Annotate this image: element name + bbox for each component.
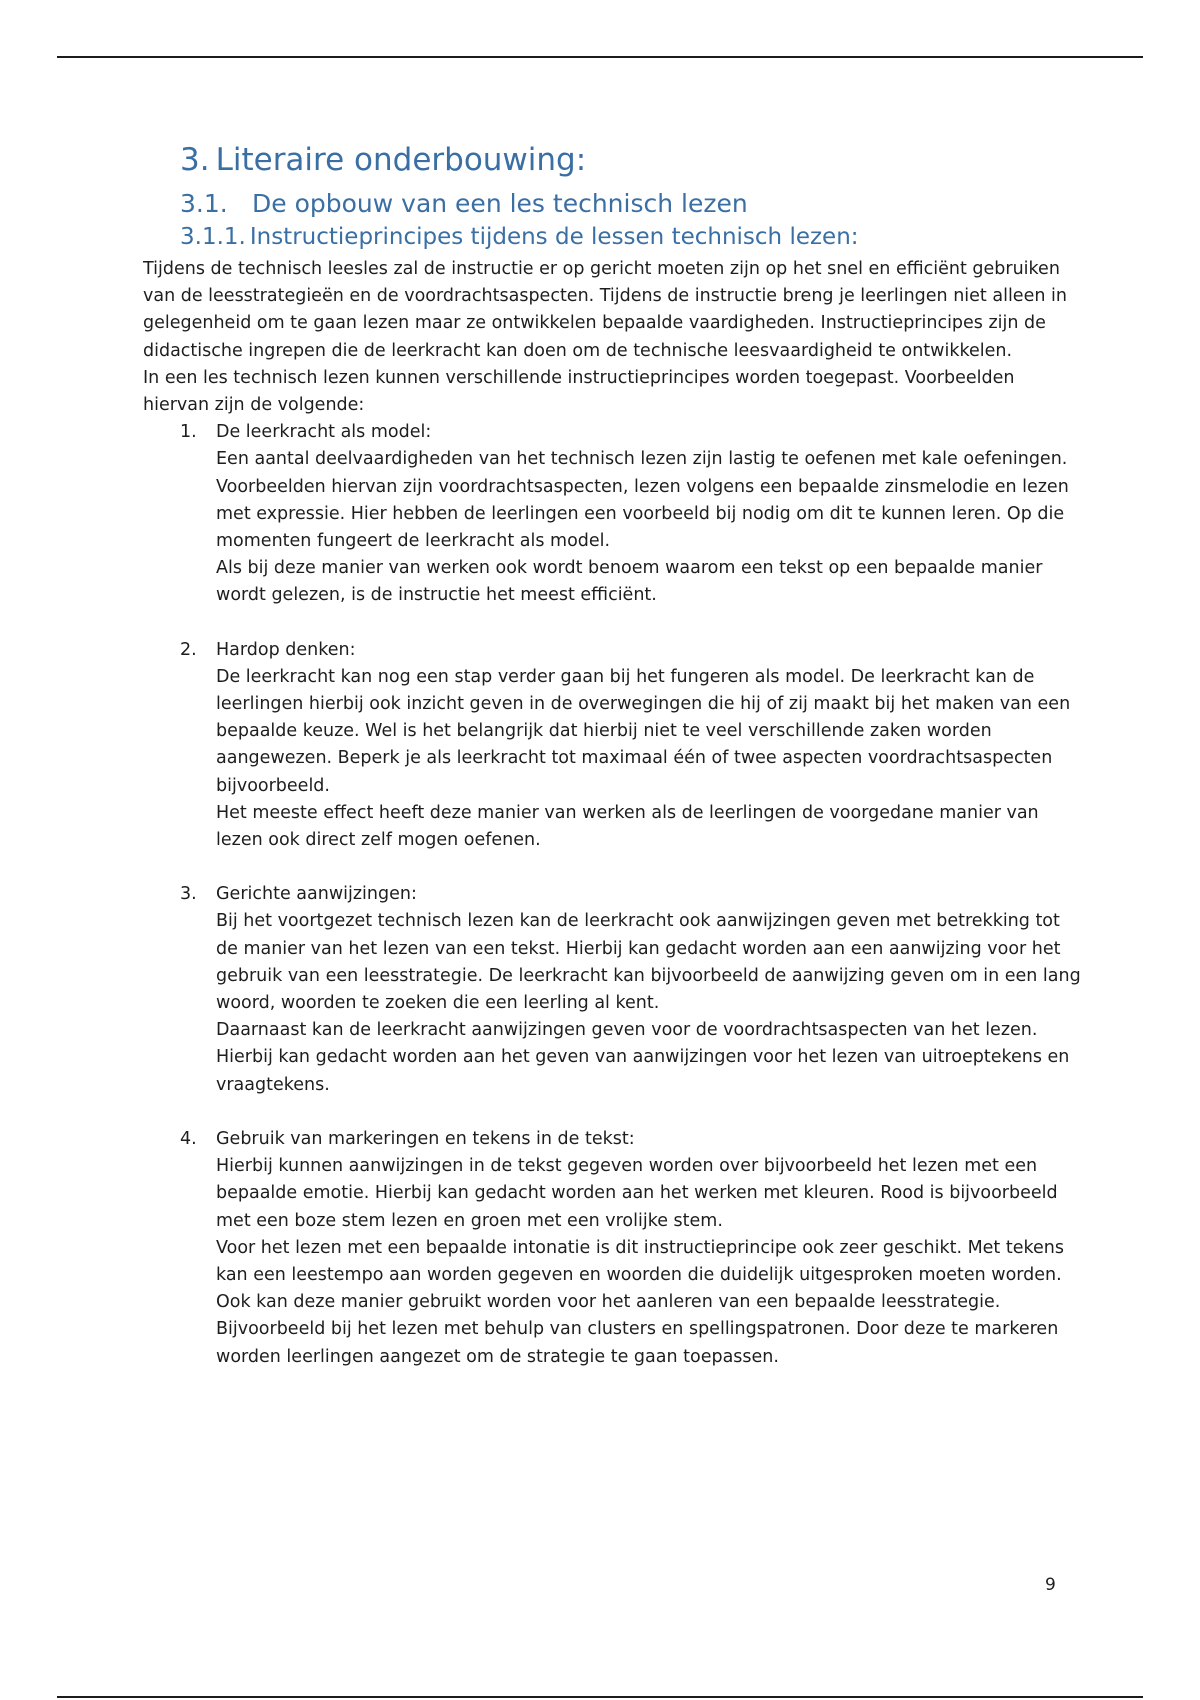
list-item bbox=[143, 1126, 1083, 1371]
list-item-number: 4. bbox=[180, 1128, 197, 1149]
list-item-paragraph: Een aantal deelvaardigheden van het technisch lezen zijn lastig te oefenen met kale oefeningen. Voorbeelden hiervan zijn voordrachtsaspecten, lezen volgens een bepaalde zinsmelodie en lezen met expressie. Hier hebben de leerlingen een voorbeeld bij nodig om dit te kunnen leren. Op die momenten fungeert de leerkracht als model. bbox=[216, 449, 1069, 552]
intro-paragraph: In een les technisch lezen kunnen verschillende instructieprincipes worden toegepast. Voorbeelden hiervan zijn de volgende: bbox=[143, 367, 1015, 416]
heading-1-number: 3. bbox=[180, 142, 210, 178]
heading-1-text: Literaire onderbouwing: bbox=[215, 142, 587, 178]
page-number: 9 bbox=[1045, 1575, 1056, 1595]
heading-3-number: 3.1.1. bbox=[180, 224, 246, 250]
list-item-paragraph: Daarnaast kan de leerkracht aanwijzingen geven voor de voordrachtsaspecten van het lezen. Hierbij kan gedacht worden aan het geven van aanwijzingen voor het lezen van uitroeptekens en vraagtekens. bbox=[216, 1020, 1070, 1095]
heading-3-text: Instructieprincipes tijdens de lessen technisch lezen: bbox=[249, 224, 859, 250]
list-item-number: 2. bbox=[180, 639, 197, 660]
header-rule bbox=[57, 56, 1143, 58]
list-item bbox=[143, 419, 1083, 609]
list-item-title: Gebruik van markeringen en tekens in de tekst: bbox=[216, 1128, 635, 1149]
heading-1 bbox=[180, 142, 586, 178]
list-item-paragraph: Het meeste effect heeft deze manier van werken als de leerlingen de voorgedane manier van lezen ook direct zelf mogen oefenen. bbox=[216, 802, 1039, 851]
list-item bbox=[143, 637, 1083, 855]
list-item-paragraph: De leerkracht kan nog een stap verder gaan bij het fungeren als model. De leerkracht kan de leerlingen hierbij ook inzicht geven in de overwegingen die hij of zij maakt bij het maken van een bepaalde keuze. Wel is het belangrijk dat hierbij niet te veel verschillende zaken worden aangewezen. Beperk je als leerkracht tot maximaal één of twee aspecten voordrachtsaspecten bijvoorbeeld. bbox=[216, 666, 1071, 796]
list-item-title: Hardop denken: bbox=[216, 639, 356, 660]
heading-2-text: De opbouw van een les technisch lezen bbox=[252, 189, 748, 218]
list-item-paragraph: Ook kan deze manier gebruikt worden voor het aanleren van een bepaalde leesstrategie. Bijvoorbeeld bij het lezen met behulp van clusters en spellingspatronen. Door deze te markeren worden leerlingen aangezet om de strategie te gaan toepassen. bbox=[216, 1292, 1059, 1367]
footer-rule bbox=[57, 1696, 1143, 1698]
heading-3 bbox=[180, 224, 859, 250]
list-item-title: De leerkracht als model: bbox=[216, 422, 432, 443]
list-item-title: Gerichte aanwijzingen: bbox=[216, 884, 417, 905]
heading-2 bbox=[180, 189, 748, 218]
intro-paragraph: Tijdens de technisch leesles zal de instructie er op gericht moeten zijn op het snel en efficiënt gebruiken van de leesstrategieën en de voordrachtsaspecten. Tijdens de instructie breng je leerlingen niet alleen in gelegenheid om te gaan lezen maar ze ontwikkelen bepaalde vaardigheden. Instructieprincipes zijn de didactische ingrepen die de leerkracht kan doen om de technische leesvaardigheid te ontwikkelen. bbox=[143, 259, 1067, 361]
body-text bbox=[143, 256, 1083, 1398]
principles-list bbox=[143, 419, 1083, 1371]
list-item-paragraph: Voor het lezen met een bepaalde intonatie is dit instructieprincipe ook zeer geschikt. Met tekens kan een leestempo aan worden gegeven en woorden die duidelijk uitgesproken moeten worden. bbox=[216, 1237, 1064, 1285]
list-item-paragraph: Hierbij kunnen aanwijzingen in de tekst gegeven worden over bijvoorbeeld het lezen met een bepaalde emotie. Hierbij kan gedacht worden aan het werken met kleuren. Rood is bijvoorbeeld met een boze stem lezen en groen met een vrolijke stem. bbox=[216, 1156, 1058, 1231]
list-item-number: 3. bbox=[180, 884, 197, 905]
list-item-paragraph: Als bij deze manier van werken ook wordt benoem waarom een tekst op een bepaalde manier wordt gelezen, is de instructie het meest efficiënt. bbox=[216, 558, 1043, 606]
list-item bbox=[143, 881, 1083, 1099]
heading-2-number: 3.1. bbox=[180, 189, 228, 218]
list-item-number: 1. bbox=[180, 422, 197, 443]
list-item-paragraph: Bij het voortgezet technisch lezen kan de leerkracht ook aanwijzingen geven met betrekking tot de manier van het lezen van een tekst. Hierbij kan gedacht worden aan een aanwijzing voor het gebruik van een leesstrategie. De leerkracht kan bijvoorbeeld de aanwijzing geven om in een lang woord, woorden te zoeken die een leerling al kent. bbox=[216, 911, 1081, 1014]
